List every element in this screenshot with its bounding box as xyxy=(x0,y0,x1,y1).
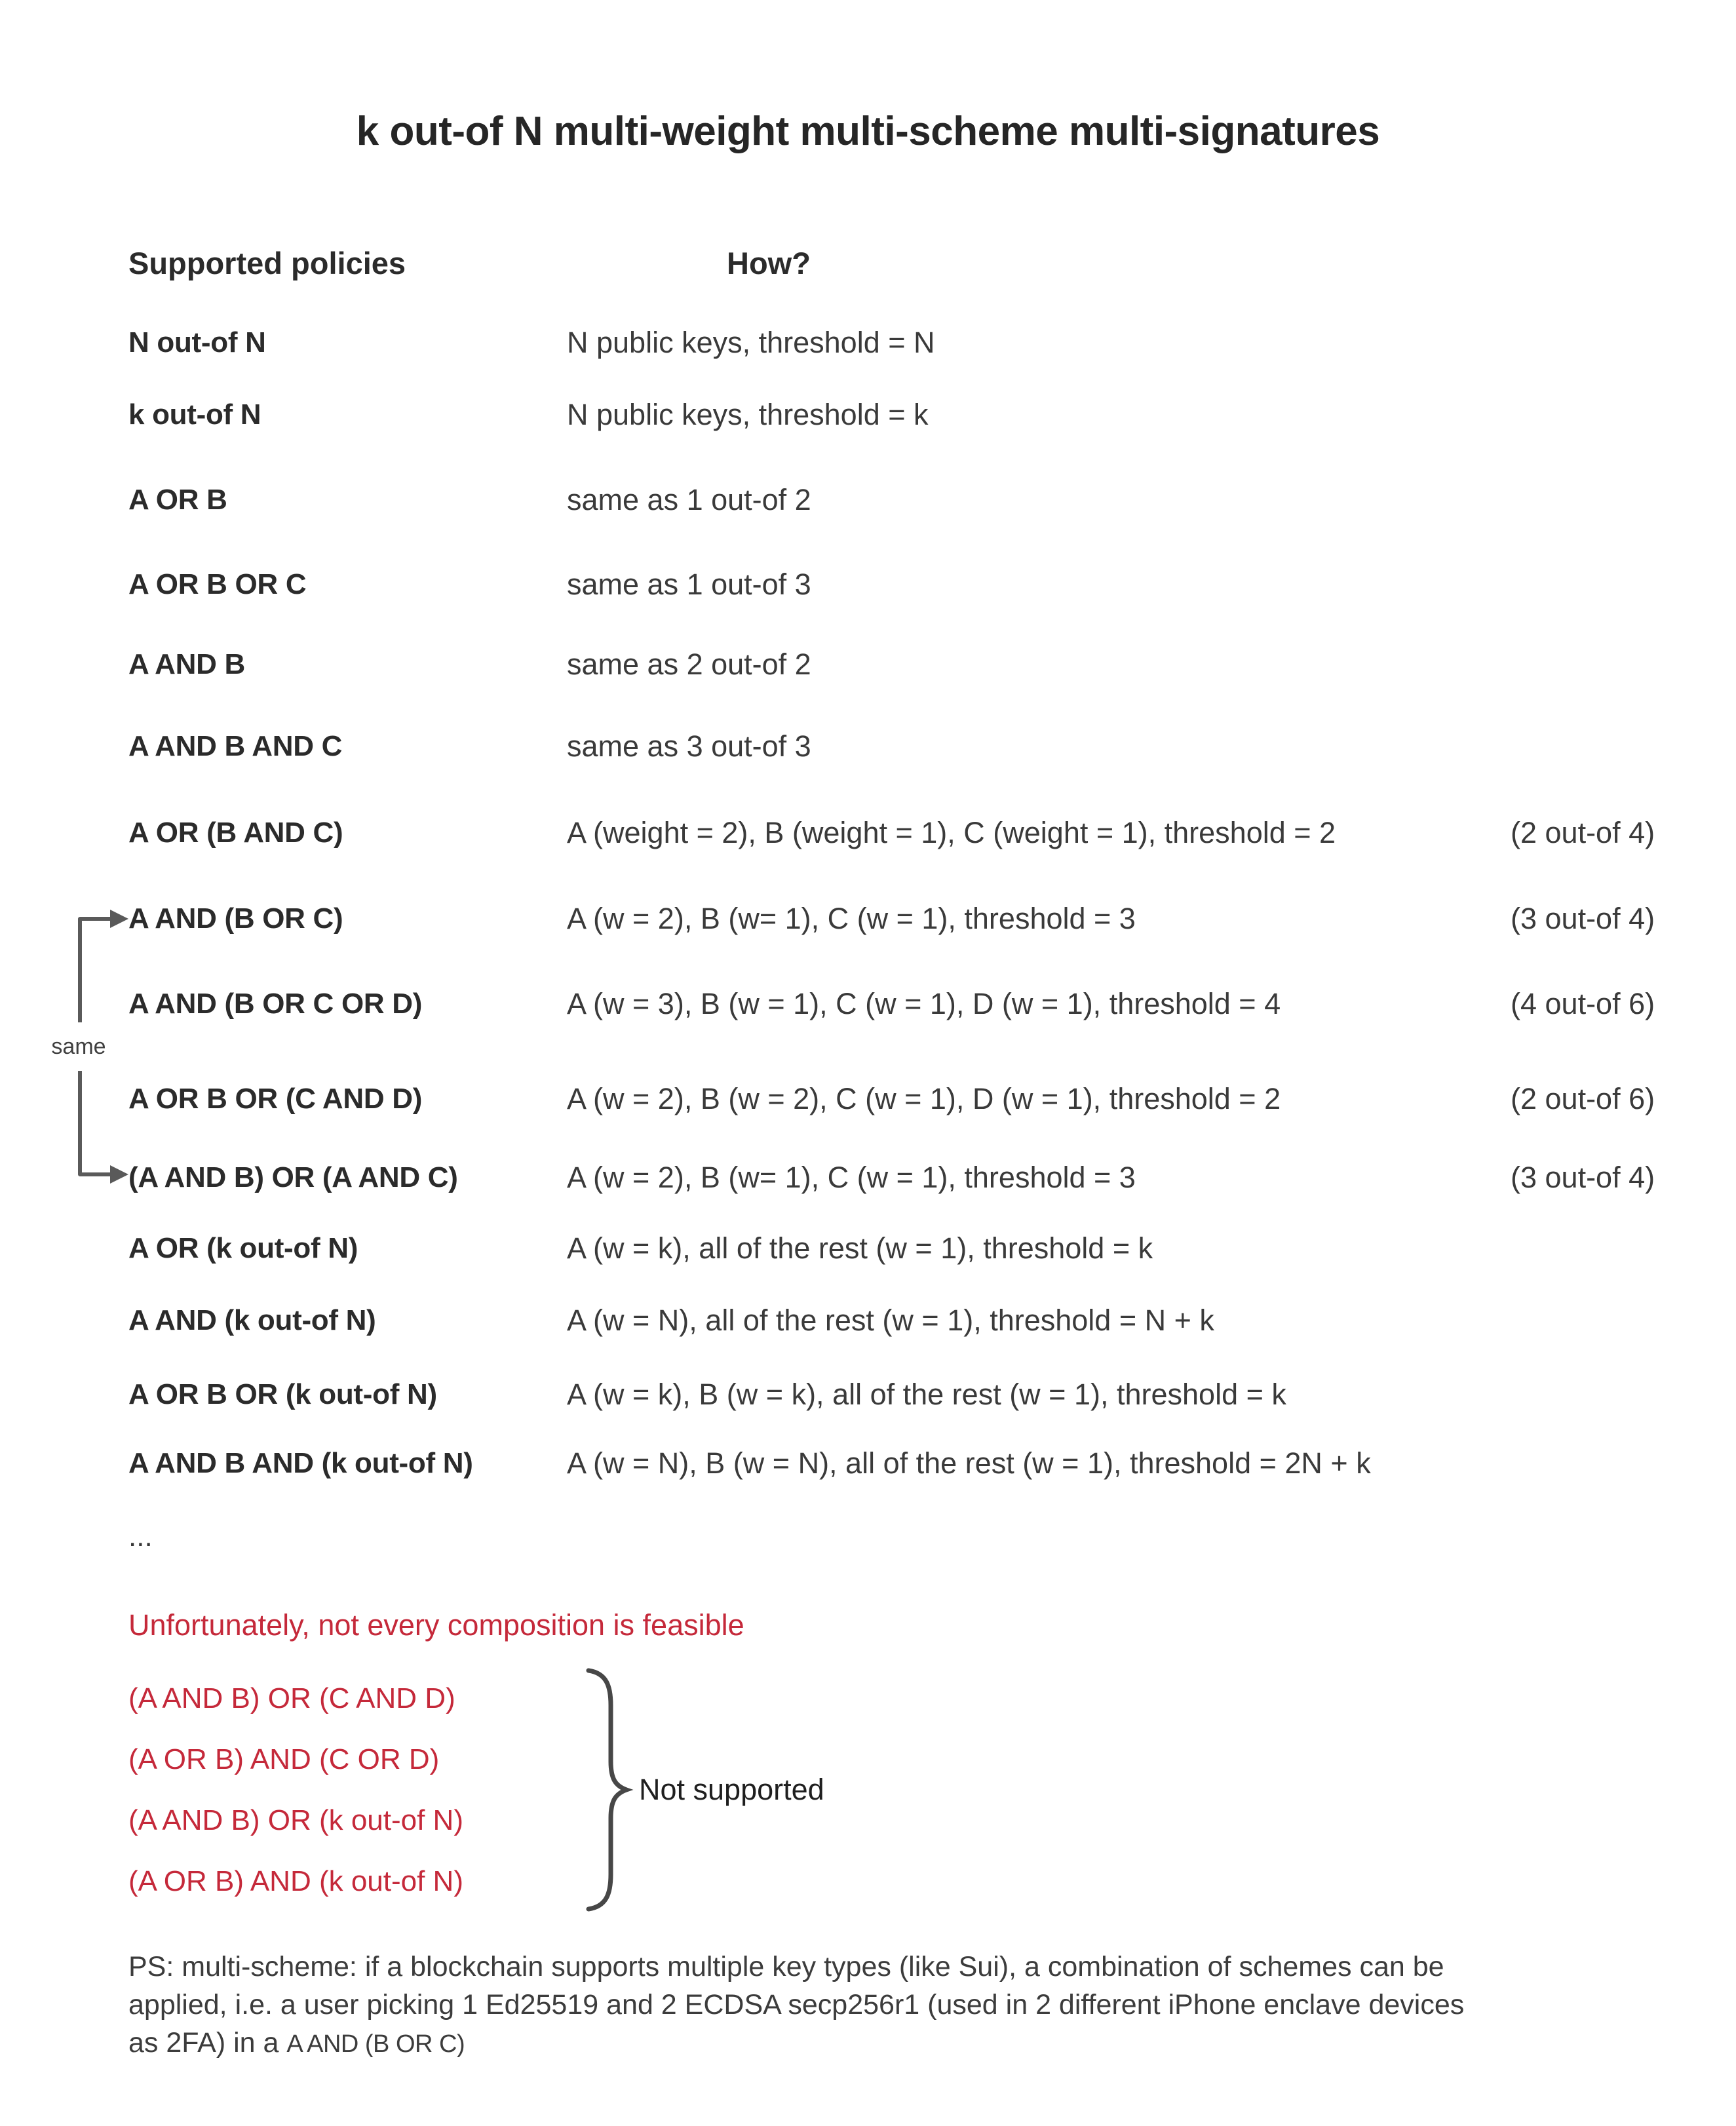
policy-how: same as 1 out-of 3 xyxy=(567,568,811,601)
policy-note: (2 out-of 6) xyxy=(1511,1082,1655,1115)
infeasible-item: (A AND B) OR (k out-of N) xyxy=(128,1804,463,1836)
policy-label: A AND (B OR C) xyxy=(128,902,343,935)
ps-line-1: PS: multi-scheme: if a blockchain supports multiple key types (like Sui), a combination of schemes can be xyxy=(128,1951,1444,1982)
policy-how: same as 1 out-of 2 xyxy=(567,483,811,516)
table-row xyxy=(0,480,1736,520)
infeasible-item: (A OR B) AND (k out-of N) xyxy=(128,1865,463,1897)
policy-label: A OR B OR C xyxy=(128,568,307,600)
table-row xyxy=(0,322,1736,363)
policy-how: N public keys, threshold = k xyxy=(567,398,929,431)
table-row xyxy=(0,899,1736,939)
infeasible-heading: Unfortunately, not every composition is feasible xyxy=(128,1608,744,1642)
not-supported-label: Not supported xyxy=(639,1773,824,1806)
table-row xyxy=(0,726,1736,767)
table-row xyxy=(0,564,1736,605)
ps-policy-code: A AND (B OR C) xyxy=(286,2030,465,2058)
policy-how: A (w = 2), B (w= 1), C (w = 1), threshold = 3 xyxy=(567,902,1136,935)
policy-label: (A AND B) OR (A AND C) xyxy=(128,1161,458,1193)
ps-line-3 xyxy=(128,2024,1675,2063)
table-row xyxy=(0,1157,1736,1198)
infeasible-item: (A OR B) AND (C OR D) xyxy=(128,1743,440,1775)
policy-label: A AND (B OR C OR D) xyxy=(128,988,423,1020)
policy-how: same as 2 out-of 2 xyxy=(567,647,811,681)
policy-how: A (w = N), B (w = N), all of the rest (w = 1), threshold = 2N + k xyxy=(567,1446,1371,1480)
policy-how: A (w = N), all of the rest (w = 1), threshold = N + k xyxy=(567,1304,1214,1337)
ps-note xyxy=(128,1948,1675,2063)
policy-label: A AND B xyxy=(128,648,245,680)
policy-how: A (w = k), all of the rest (w = 1), threshold = k xyxy=(567,1231,1153,1265)
policy-label: A OR (B AND C) xyxy=(128,817,343,849)
ellipsis: ... xyxy=(128,1520,153,1553)
page-title: k out-of N multi-weight multi-scheme multi-signatures xyxy=(356,109,1380,154)
policy-note: (2 out-of 4) xyxy=(1511,816,1655,849)
column-header-how: How? xyxy=(727,246,811,280)
ps-line-3-prefix: as 2FA) in a xyxy=(128,2027,287,2058)
table-row xyxy=(0,1079,1736,1119)
policy-label: A OR (k out-of N) xyxy=(128,1232,358,1264)
table-row xyxy=(0,813,1736,853)
policy-note: (3 out-of 4) xyxy=(1511,902,1655,935)
column-header-policies: Supported policies xyxy=(128,246,406,280)
policy-label: k out-of N xyxy=(128,398,261,431)
policy-label: A AND B AND C xyxy=(128,730,343,762)
policy-note: (4 out-of 6) xyxy=(1511,987,1655,1020)
ps-line-2: applied, i.e. a user picking 1 Ed25519 and 2 ECDSA secp256r1 (used in 2 different iPhone enclave devices xyxy=(128,1989,1465,2020)
policy-label: A OR B xyxy=(128,484,227,516)
table-row xyxy=(0,984,1736,1024)
policy-label: N out-of N xyxy=(128,326,266,358)
policy-label: A OR B OR (k out-of N) xyxy=(128,1378,437,1410)
infeasible-item: (A AND B) OR (C AND D) xyxy=(128,1682,455,1714)
table-row xyxy=(0,395,1736,435)
table-row xyxy=(0,1374,1736,1415)
table-row xyxy=(0,1300,1736,1341)
policy-how: A (weight = 2), B (weight = 1), C (weight = 1), threshold = 2 xyxy=(567,816,1336,849)
policy-label: A OR B OR (C AND D) xyxy=(128,1083,423,1115)
policy-how: A (w = 2), B (w= 1), C (w = 1), threshold = 3 xyxy=(567,1161,1136,1194)
table-row xyxy=(0,644,1736,685)
same-label: same xyxy=(49,1022,108,1071)
table-row xyxy=(0,1443,1736,1484)
policy-how: same as 3 out-of 3 xyxy=(567,729,811,763)
policy-label: A AND (k out-of N) xyxy=(128,1304,376,1336)
policy-how: A (w = 2), B (w = 2), C (w = 1), D (w = 1), threshold = 2 xyxy=(567,1082,1281,1115)
policy-how: N public keys, threshold = N xyxy=(567,326,935,359)
policy-how: A (w = 3), B (w = 1), C (w = 1), D (w = 1), threshold = 4 xyxy=(567,987,1281,1020)
policy-how: A (w = k), B (w = k), all of the rest (w = 1), threshold = k xyxy=(567,1378,1286,1411)
policy-note: (3 out-of 4) xyxy=(1511,1161,1655,1194)
policy-label: A AND B AND (k out-of N) xyxy=(128,1447,473,1479)
table-row xyxy=(0,1228,1736,1269)
